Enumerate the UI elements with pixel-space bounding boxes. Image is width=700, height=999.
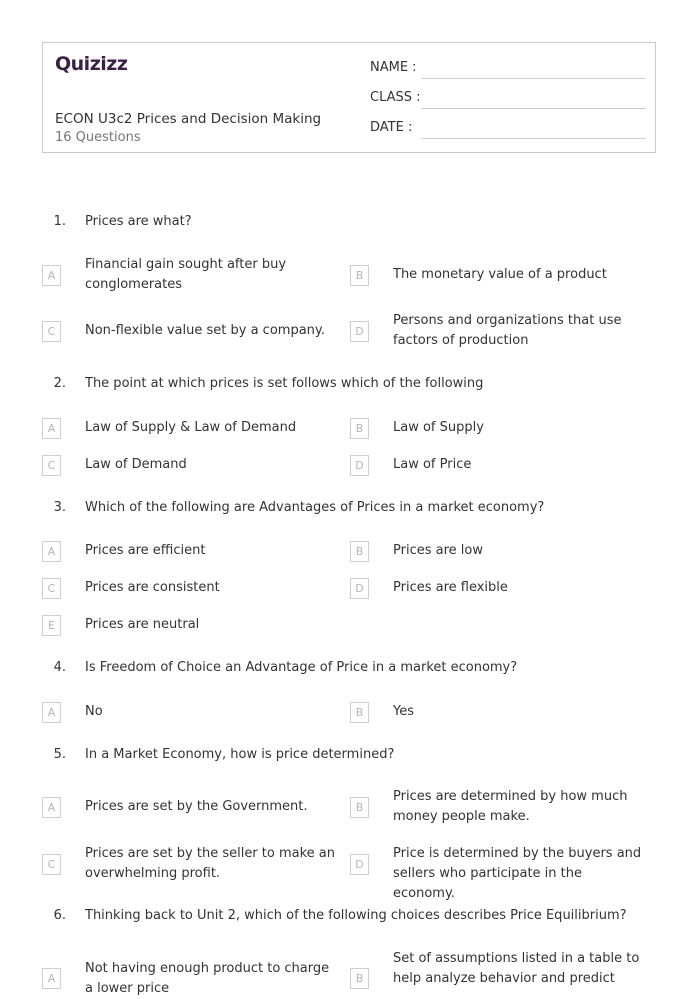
question-number: 4.: [53, 660, 66, 675]
option-text: Prices are low: [393, 543, 483, 558]
worksheet-title: ECON U3c2 Prices and Decision Making: [55, 111, 322, 127]
option-letter-box: A: [42, 418, 61, 439]
option-text: Price is determined by the buyers and sellers who participate in the economy.: [393, 846, 642, 901]
option-letter-box: C: [42, 578, 61, 599]
option-letter-box: B: [350, 702, 369, 723]
option-letter-box: A: [42, 541, 61, 562]
option-text: Financial gain sought after buy conglomerates: [85, 257, 287, 292]
option-letter-box: D: [350, 455, 369, 476]
option-letter-box: C: [42, 455, 61, 476]
option-text: Non-flexible value set by a company.: [85, 323, 325, 338]
option-letter-box: B: [350, 265, 369, 286]
option-text: Prices are neutral: [85, 617, 200, 632]
option-letter-box: B: [350, 418, 369, 439]
option-text: Law of Supply & Law of Demand: [85, 420, 297, 435]
option-letter-box: D: [350, 578, 369, 599]
question-text: Is Freedom of Choice an Advantage of Price in a market economy?: [85, 660, 518, 675]
option-letter-box: A: [42, 702, 61, 723]
option-text: Prices are consistent: [85, 580, 220, 595]
question-text: The point at which prices is set follows which of the following: [85, 376, 484, 391]
option-letter-box: D: [350, 321, 369, 342]
question-text: Prices are what?: [85, 214, 192, 229]
option-letter-box: D: [350, 854, 369, 875]
option-letter-box: B: [350, 797, 369, 818]
question-number: 6.: [53, 908, 66, 923]
name-label: NAME :: [370, 60, 417, 75]
option-text: Prices are flexible: [393, 580, 508, 595]
option-letter-box: A: [42, 265, 61, 286]
option-text: Prices are set by the Government.: [85, 799, 308, 814]
option-text: Law of Supply: [393, 420, 484, 435]
class-label: CLASS :: [370, 90, 421, 105]
question-count: 16 Questions: [55, 130, 141, 145]
question-number: 3.: [53, 500, 66, 515]
class-line: [421, 108, 646, 109]
option-text: Law of Demand: [85, 457, 187, 472]
date-line: [421, 138, 646, 139]
question-text: Thinking back to Unit 2, which of the following choices describes Price Equilibrium?: [85, 908, 627, 923]
option-text: Prices are efficient: [85, 543, 206, 558]
option-letter-box: A: [42, 797, 61, 818]
option-text: Prices are determined by how much money people make.: [393, 789, 628, 824]
option-letter-box: C: [42, 321, 61, 342]
question-text: Which of the following are Advantages of Prices in a market economy?: [85, 500, 545, 515]
option-text: Prices are set by the seller to make an overwhelming profit.: [85, 846, 336, 881]
worksheet-header: [42, 42, 656, 153]
option-text: The monetary value of a product: [393, 267, 607, 282]
name-line: [421, 78, 646, 79]
option-letter-box: B: [350, 541, 369, 562]
quizizz-logo: Quizizz: [55, 53, 128, 75]
question-number: 2.: [53, 376, 66, 391]
option-text: Set of assumptions listed in a table to help analyze behavior and predict: [393, 951, 640, 986]
option-letter-box: B: [350, 968, 369, 989]
option-text: No: [85, 704, 103, 719]
option-text: Law of Price: [393, 457, 472, 472]
question-number: 5.: [53, 747, 66, 762]
option-letter-box: C: [42, 854, 61, 875]
date-label: DATE :: [370, 120, 413, 135]
option-text: Yes: [393, 704, 414, 719]
option-text: Persons and organizations that use factors of production: [393, 313, 622, 348]
option-letter-box: A: [42, 968, 61, 989]
option-letter-box: E: [42, 615, 61, 636]
question-text: In a Market Economy, how is price determined?: [85, 747, 395, 762]
question-number: 1.: [53, 214, 66, 229]
option-text: Not having enough product to charge a lower price: [85, 961, 330, 996]
